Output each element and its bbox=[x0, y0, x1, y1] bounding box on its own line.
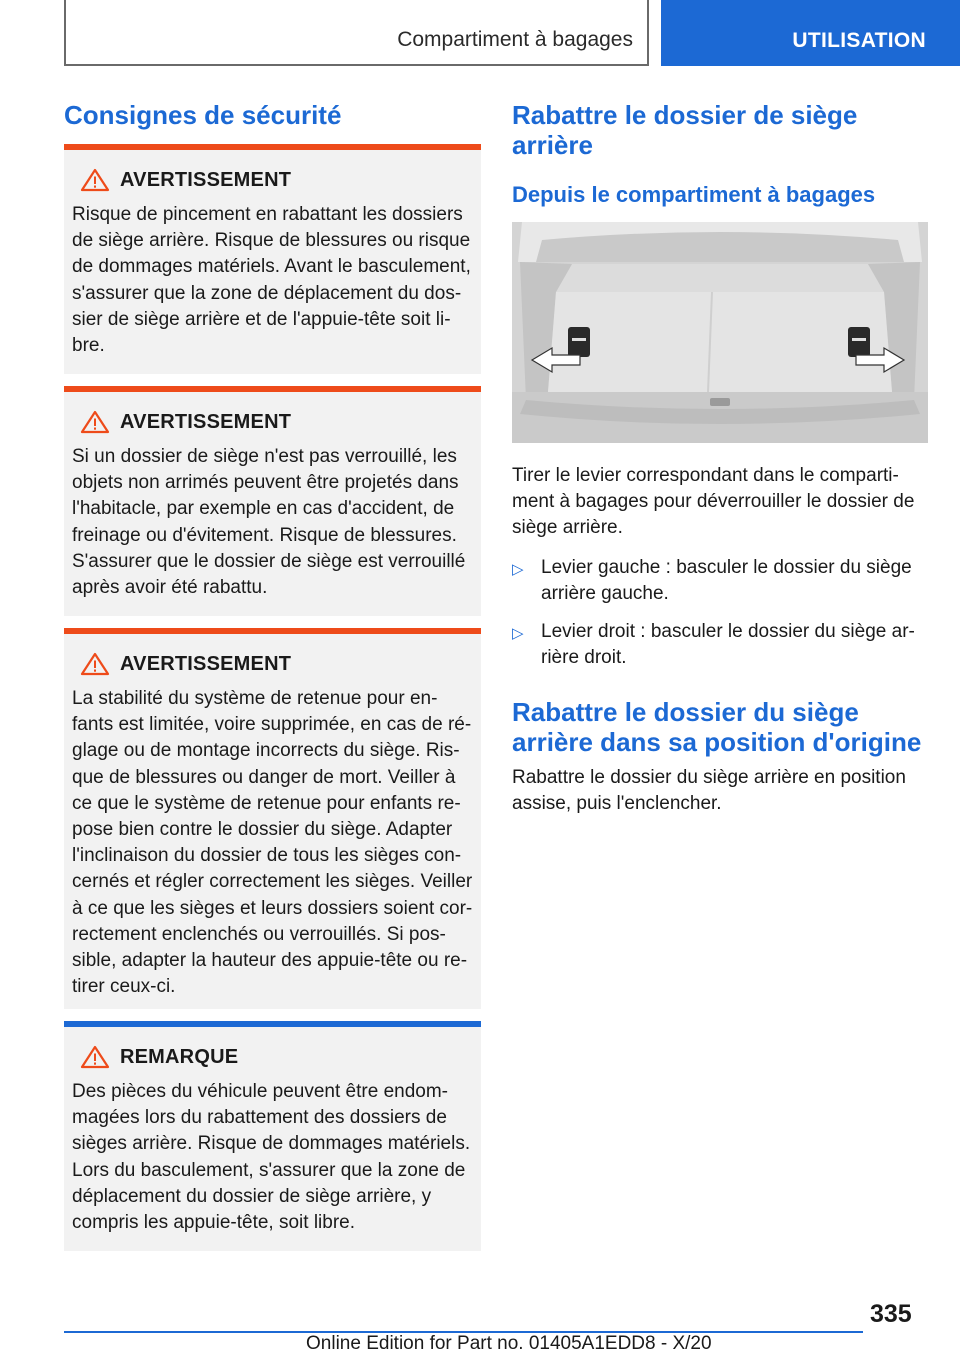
return-seat-heading bbox=[512, 697, 928, 757]
warning-text bbox=[72, 202, 473, 359]
text-line: Tirer le levier correspondant dans le comparti‐ bbox=[512, 465, 899, 486]
section-title: Compartiment à bagages bbox=[397, 28, 633, 51]
text-line: Levier gauche : basculer le dossier du siège bbox=[541, 557, 912, 578]
text-line: Rabattre le dossier du siège arrière en position bbox=[512, 767, 906, 788]
list-item-text bbox=[541, 555, 912, 607]
warning-box-header bbox=[72, 150, 473, 210]
text-line: glage ou de montage incorrects du siège. Ris‐ bbox=[72, 740, 460, 762]
heading-line: arrière bbox=[512, 130, 593, 160]
lever-list bbox=[512, 555, 928, 671]
header-section-title bbox=[64, 0, 649, 66]
heading-line: arrière dans sa position d'origine bbox=[512, 727, 922, 757]
warning-box-header bbox=[72, 634, 473, 694]
header-chapter-tab[interactable] bbox=[661, 0, 960, 66]
warning-label: AVERTISSEMENT bbox=[120, 410, 292, 433]
text-line: tirer ceux-ci. bbox=[72, 976, 176, 998]
text-line: Levier droit : basculer le dossier du siège ar‐ bbox=[541, 621, 915, 642]
warning-box-header bbox=[72, 392, 473, 452]
warning-box-1 bbox=[64, 144, 481, 374]
text-line: Si un dossier de siège n'est pas verrouillé, les bbox=[72, 446, 457, 467]
notice-text bbox=[72, 1079, 473, 1236]
left-column bbox=[64, 100, 481, 1251]
text-line: bre. bbox=[72, 335, 105, 357]
list-item-text bbox=[541, 619, 915, 671]
text-line: Risque de pincement en rabattant les dossiers bbox=[72, 204, 463, 225]
trunk-illustration bbox=[512, 222, 928, 443]
warning-triangle-icon bbox=[80, 1045, 110, 1069]
text-line: rière droit. bbox=[541, 647, 627, 668]
text-line: S'assurer que le dossier de siège est verrouillé bbox=[72, 550, 466, 572]
text-line: ment à bagages pour déverrouiller le dossier de bbox=[512, 491, 915, 512]
warning-text bbox=[72, 686, 473, 1000]
warning-label: AVERTISSEMENT bbox=[120, 168, 292, 191]
text-line: assise, puis l'enclencher. bbox=[512, 793, 722, 814]
text-line: Des pièces du véhicule peuvent être endom‐ bbox=[72, 1081, 449, 1102]
text-line: déplacement du dossier de siège arrière, y bbox=[72, 1185, 432, 1207]
fold-seat-heading bbox=[512, 100, 928, 160]
text-line: objets non arrimés peuvent être projetés dans bbox=[72, 472, 459, 494]
safety-heading: Consignes de sécurité bbox=[64, 100, 342, 130]
page-number: 335 bbox=[870, 1300, 912, 1328]
right-column bbox=[512, 100, 928, 817]
notice-box bbox=[64, 1021, 481, 1251]
text-line: arrière gauche. bbox=[541, 583, 669, 604]
warning-box-3 bbox=[64, 628, 481, 1009]
text-line: La stabilité du système de retenue pour en‐ bbox=[72, 688, 438, 709]
text-line: de siège arrière. Risque de blessures ou risque bbox=[72, 230, 471, 252]
warning-triangle-icon bbox=[80, 168, 110, 192]
text-line: à ce que les sièges et leurs dossiers soient cor‐ bbox=[72, 897, 473, 919]
return-seat-paragraph bbox=[512, 765, 928, 817]
text-line: l'inclinaison du dossier de tous les sièges con‐ bbox=[72, 845, 462, 867]
text-line: cernés et régler correctement les sièges. Veiller bbox=[72, 871, 473, 893]
text-line: après avoir été rabattu. bbox=[72, 577, 268, 599]
bullet-triangle-icon: ▷ bbox=[512, 625, 524, 642]
text-line: sible, adapter la hauteur des appuie-tête ou re‐ bbox=[72, 950, 468, 972]
text-line: freinage ou d'évitement. Risque de blessures. bbox=[72, 524, 457, 546]
chapter-title: UTILISATION bbox=[792, 29, 926, 52]
luggage-compartment-photo bbox=[512, 222, 928, 443]
text-line: de dommages matériels. Avant le basculement, bbox=[72, 256, 471, 278]
text-line: ce que le système de retenue pour enfants re‐ bbox=[72, 792, 461, 814]
text-line: compris les appuie-tête, soit libre. bbox=[72, 1212, 356, 1234]
notice-box-header bbox=[72, 1027, 473, 1087]
heading-line: Rabattre le dossier de siège bbox=[512, 100, 858, 130]
luggage-subheading: Depuis le compartiment à bagages bbox=[512, 182, 876, 207]
list-item bbox=[512, 555, 928, 607]
text-line: l'habitacle, par exemple en cas d'accident, de bbox=[72, 498, 455, 520]
notice-label: REMARQUE bbox=[120, 1045, 239, 1068]
edition-footer: Online Edition for Part no. 01405A1EDD8 - X/20 bbox=[306, 1333, 712, 1354]
text-line: sièges arrière. Risque de dommages matériels. bbox=[72, 1133, 471, 1155]
warning-triangle-icon bbox=[80, 410, 110, 434]
text-line: s'assurer que la zone de déplacement du dos‐ bbox=[72, 282, 462, 304]
warning-label: AVERTISSEMENT bbox=[120, 652, 292, 675]
heading-line: Rabattre le dossier du siège bbox=[512, 697, 859, 727]
warning-triangle-icon bbox=[80, 652, 110, 676]
text-line: sier de siège arrière et de l'appuie-tête soit li‐ bbox=[72, 308, 451, 330]
text-line: pose bien contre le dossier du siège. Adapter bbox=[72, 819, 453, 841]
text-line: fants est limitée, voire supprimée, en cas de ré‐ bbox=[72, 714, 472, 736]
text-line: Lors du basculement, s'assurer que la zone de bbox=[72, 1159, 466, 1181]
bullet-triangle-icon: ▷ bbox=[512, 561, 524, 578]
warning-box-2 bbox=[64, 386, 481, 616]
text-line: siège arrière. bbox=[512, 517, 623, 538]
intro-paragraph bbox=[512, 463, 928, 541]
text-line: que de blessures ou danger de mort. Veiller à bbox=[72, 766, 456, 788]
list-item bbox=[512, 619, 928, 671]
text-line: rectement enclenchés ou verrouillés. Si pos‐ bbox=[72, 923, 446, 945]
warning-text bbox=[72, 444, 473, 601]
text-line: magées lors du rabattement des dossiers de bbox=[72, 1107, 447, 1129]
